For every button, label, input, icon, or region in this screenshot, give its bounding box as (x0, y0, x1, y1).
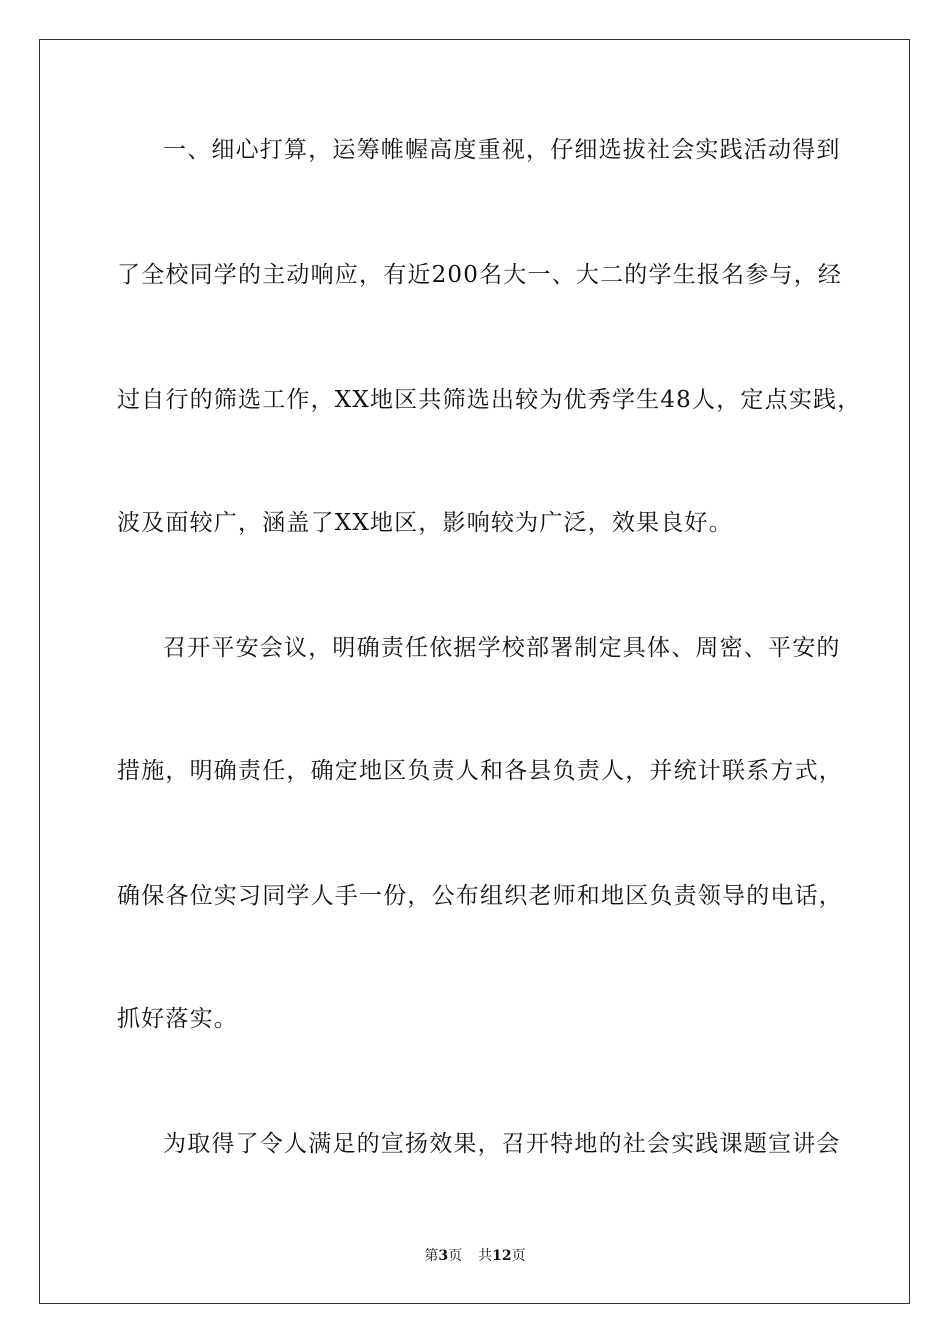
total-unit: 页 (511, 1248, 526, 1264)
paragraph-2-line-4: 抓好落实。 (117, 1006, 238, 1032)
page-prefix: 第 (424, 1248, 439, 1264)
page-footer (0, 1247, 950, 1265)
page-current: 3 (438, 1248, 449, 1264)
page-unit: 页 (448, 1248, 463, 1264)
paragraph-3-line-1: 为取得了令人满足的宣扬效果，召开特地的社会实践课题宣讲会 (163, 1131, 841, 1157)
paragraph-2-line-2: 措施，明确责任，确定地区负责人和各县负责人，并统计联系方式， (117, 758, 843, 784)
paragraph-1-line-2: 了全校同学的主动响应，有近200名大一、大二的学生报名参与，经 (117, 262, 843, 288)
page-border (39, 39, 910, 1304)
paragraph-1-line-4: 波及面较广，涵盖了XX地区，影响较为广泛，效果良好。 (117, 510, 733, 536)
paragraph-2-line-3: 确保各位实习同学人手一份，公布组织老师和地区负责领导的电话， (117, 883, 843, 909)
paragraph-1-line-3: 过自行的筛选工作，XX地区共筛选出较为优秀学生48人，定点实践， (117, 387, 862, 413)
paragraph-2-line-1: 召开平安会议，明确责任依据学校部署制定具体、周密、平安的 (163, 635, 841, 661)
total-prefix: 共 (478, 1248, 493, 1264)
paragraph-1-line-1: 一、细心打算，运筹帷幄高度重视，仔细选拔社会实践活动得到 (163, 137, 841, 163)
total-pages: 12 (492, 1248, 512, 1264)
